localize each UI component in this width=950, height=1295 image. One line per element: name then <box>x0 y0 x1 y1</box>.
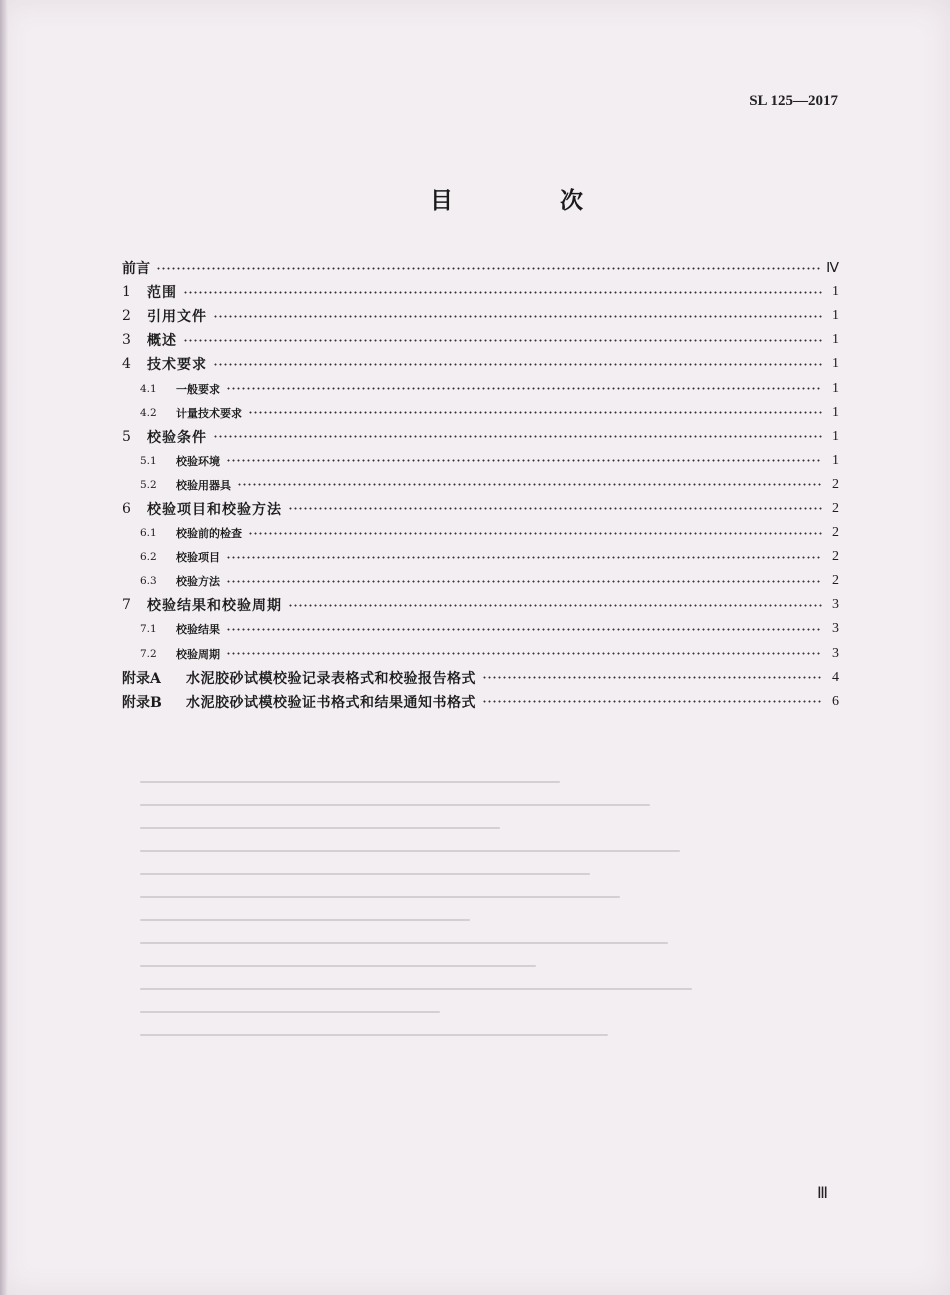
toc-entry-label: 校验结果和校验周期 <box>147 598 282 615</box>
toc-entry-page: 2 <box>832 476 839 492</box>
toc-entry[interactable] <box>122 545 839 569</box>
toc-entry-label: 引用文件 <box>147 309 207 326</box>
toc-entry-label: 一般要求 <box>176 382 220 396</box>
toc-entry-page: 3 <box>832 597 839 613</box>
toc-entry-page: 4 <box>832 669 839 685</box>
dot-leader <box>183 336 822 344</box>
bleed-through-text <box>140 760 740 1140</box>
toc-entry-label: 计量技术要求 <box>176 406 242 420</box>
toc-entry-page: 3 <box>832 645 839 661</box>
dot-leader <box>156 264 822 272</box>
toc-entry-number: 7.1 <box>140 623 157 636</box>
toc-entry-number: 4.1 <box>140 382 157 395</box>
toc-entry-number: 6.1 <box>140 527 157 540</box>
toc-entry-page: 2 <box>832 500 839 516</box>
toc-entry[interactable] <box>122 593 839 617</box>
dot-leader <box>226 577 822 585</box>
toc-entry-number: 1 <box>122 284 131 301</box>
toc-entry-label: 校验用器具 <box>176 478 231 492</box>
toc-entry[interactable] <box>122 328 839 352</box>
toc-entry[interactable] <box>122 473 839 497</box>
toc-entry[interactable] <box>122 449 839 473</box>
toc-entry-label: 技术要求 <box>147 357 207 374</box>
dot-leader <box>237 481 822 489</box>
dot-leader <box>248 529 822 537</box>
toc-entry-label: 范围 <box>147 285 177 302</box>
toc-entry-page: 1 <box>832 332 839 348</box>
toc-entry-page: 1 <box>832 356 839 372</box>
toc-entry-label: 校验环境 <box>176 454 220 468</box>
toc-entry[interactable] <box>122 352 839 376</box>
toc-entry-label: 校验结果 <box>176 623 220 637</box>
dot-leader <box>226 457 822 465</box>
toc-entry-page: Ⅳ <box>826 260 839 276</box>
toc-entry-number: 附录A <box>122 670 161 687</box>
toc-entry-page: 1 <box>832 452 839 468</box>
toc-entry-page: 1 <box>832 308 839 324</box>
toc-entry[interactable] <box>122 617 839 641</box>
dot-leader <box>183 288 822 296</box>
toc-entry-number: 6 <box>122 500 131 517</box>
toc-entry-number: 7.2 <box>140 647 157 660</box>
dot-leader <box>226 650 822 658</box>
toc-entry-label: 概述 <box>147 333 177 350</box>
toc-entry-label: 校验前的检查 <box>176 527 242 541</box>
page-number: Ⅲ <box>816 1185 828 1202</box>
toc-entry-page: 2 <box>832 549 839 565</box>
toc-entry-number: 6.2 <box>140 551 157 564</box>
toc-entry-number: 4 <box>122 356 131 373</box>
toc-entry-label: 校验项目 <box>176 551 220 565</box>
dot-leader <box>288 601 822 609</box>
toc-entry-label: 水泥胶砂试模校验证书格式和结果通知书格式 <box>186 694 476 711</box>
toc-entry-page: 1 <box>832 428 839 444</box>
toc-entry-label: 前言 <box>122 261 150 278</box>
toc-title: 目 次 <box>430 187 625 214</box>
toc-entry[interactable] <box>122 376 839 400</box>
dot-leader <box>248 409 822 417</box>
toc-entry-label: 校验条件 <box>147 429 207 446</box>
toc-entry-number: 4.2 <box>140 406 157 419</box>
toc-entry-number: 6.3 <box>140 575 157 588</box>
toc-entry-number: 附录B <box>122 694 162 711</box>
dot-leader <box>213 433 822 441</box>
toc-entry-page: 2 <box>832 525 839 541</box>
dot-leader <box>213 360 822 368</box>
toc-entry-page: 1 <box>832 380 839 396</box>
toc-entry-label: 校验项目和校验方法 <box>147 501 282 518</box>
dot-leader <box>482 698 822 706</box>
dot-leader <box>288 505 822 513</box>
document-code: SL 125—2017 <box>749 93 838 109</box>
toc-entry[interactable] <box>122 256 839 280</box>
toc-entry[interactable] <box>122 569 839 593</box>
toc-entry-label: 校验方法 <box>176 575 220 589</box>
toc-entry[interactable] <box>122 425 839 449</box>
dot-leader <box>226 385 822 393</box>
toc-entry-page: 1 <box>832 404 839 420</box>
dot-leader <box>226 553 822 561</box>
toc-entry[interactable] <box>122 401 839 425</box>
toc-entry-number: 5.1 <box>140 454 157 467</box>
toc-entry[interactable] <box>122 642 839 666</box>
toc-entry[interactable] <box>122 280 839 304</box>
dot-leader <box>213 312 822 320</box>
toc-entry-number: 2 <box>122 308 131 325</box>
toc-entry[interactable] <box>122 666 839 690</box>
page-edge-shadow <box>0 0 8 1295</box>
toc-entry-page: 6 <box>832 693 839 709</box>
toc-entry-number: 5.2 <box>140 478 157 491</box>
toc-entry-label: 水泥胶砂试模校验记录表格式和校验报告格式 <box>186 670 476 687</box>
toc-entry-number: 5 <box>122 428 131 445</box>
toc-entry-page: 1 <box>832 284 839 300</box>
table-of-contents <box>122 256 839 714</box>
toc-entry-label: 校验周期 <box>176 647 220 661</box>
toc-entry-page: 3 <box>832 621 839 637</box>
toc-entry-number: 7 <box>122 597 131 614</box>
toc-entry[interactable] <box>122 690 839 714</box>
toc-entry-page: 2 <box>832 573 839 589</box>
toc-entry-number: 3 <box>122 332 131 349</box>
toc-entry[interactable] <box>122 521 839 545</box>
dot-leader <box>226 625 822 633</box>
toc-entry[interactable] <box>122 497 839 521</box>
dot-leader <box>482 674 822 682</box>
toc-entry[interactable] <box>122 304 839 328</box>
